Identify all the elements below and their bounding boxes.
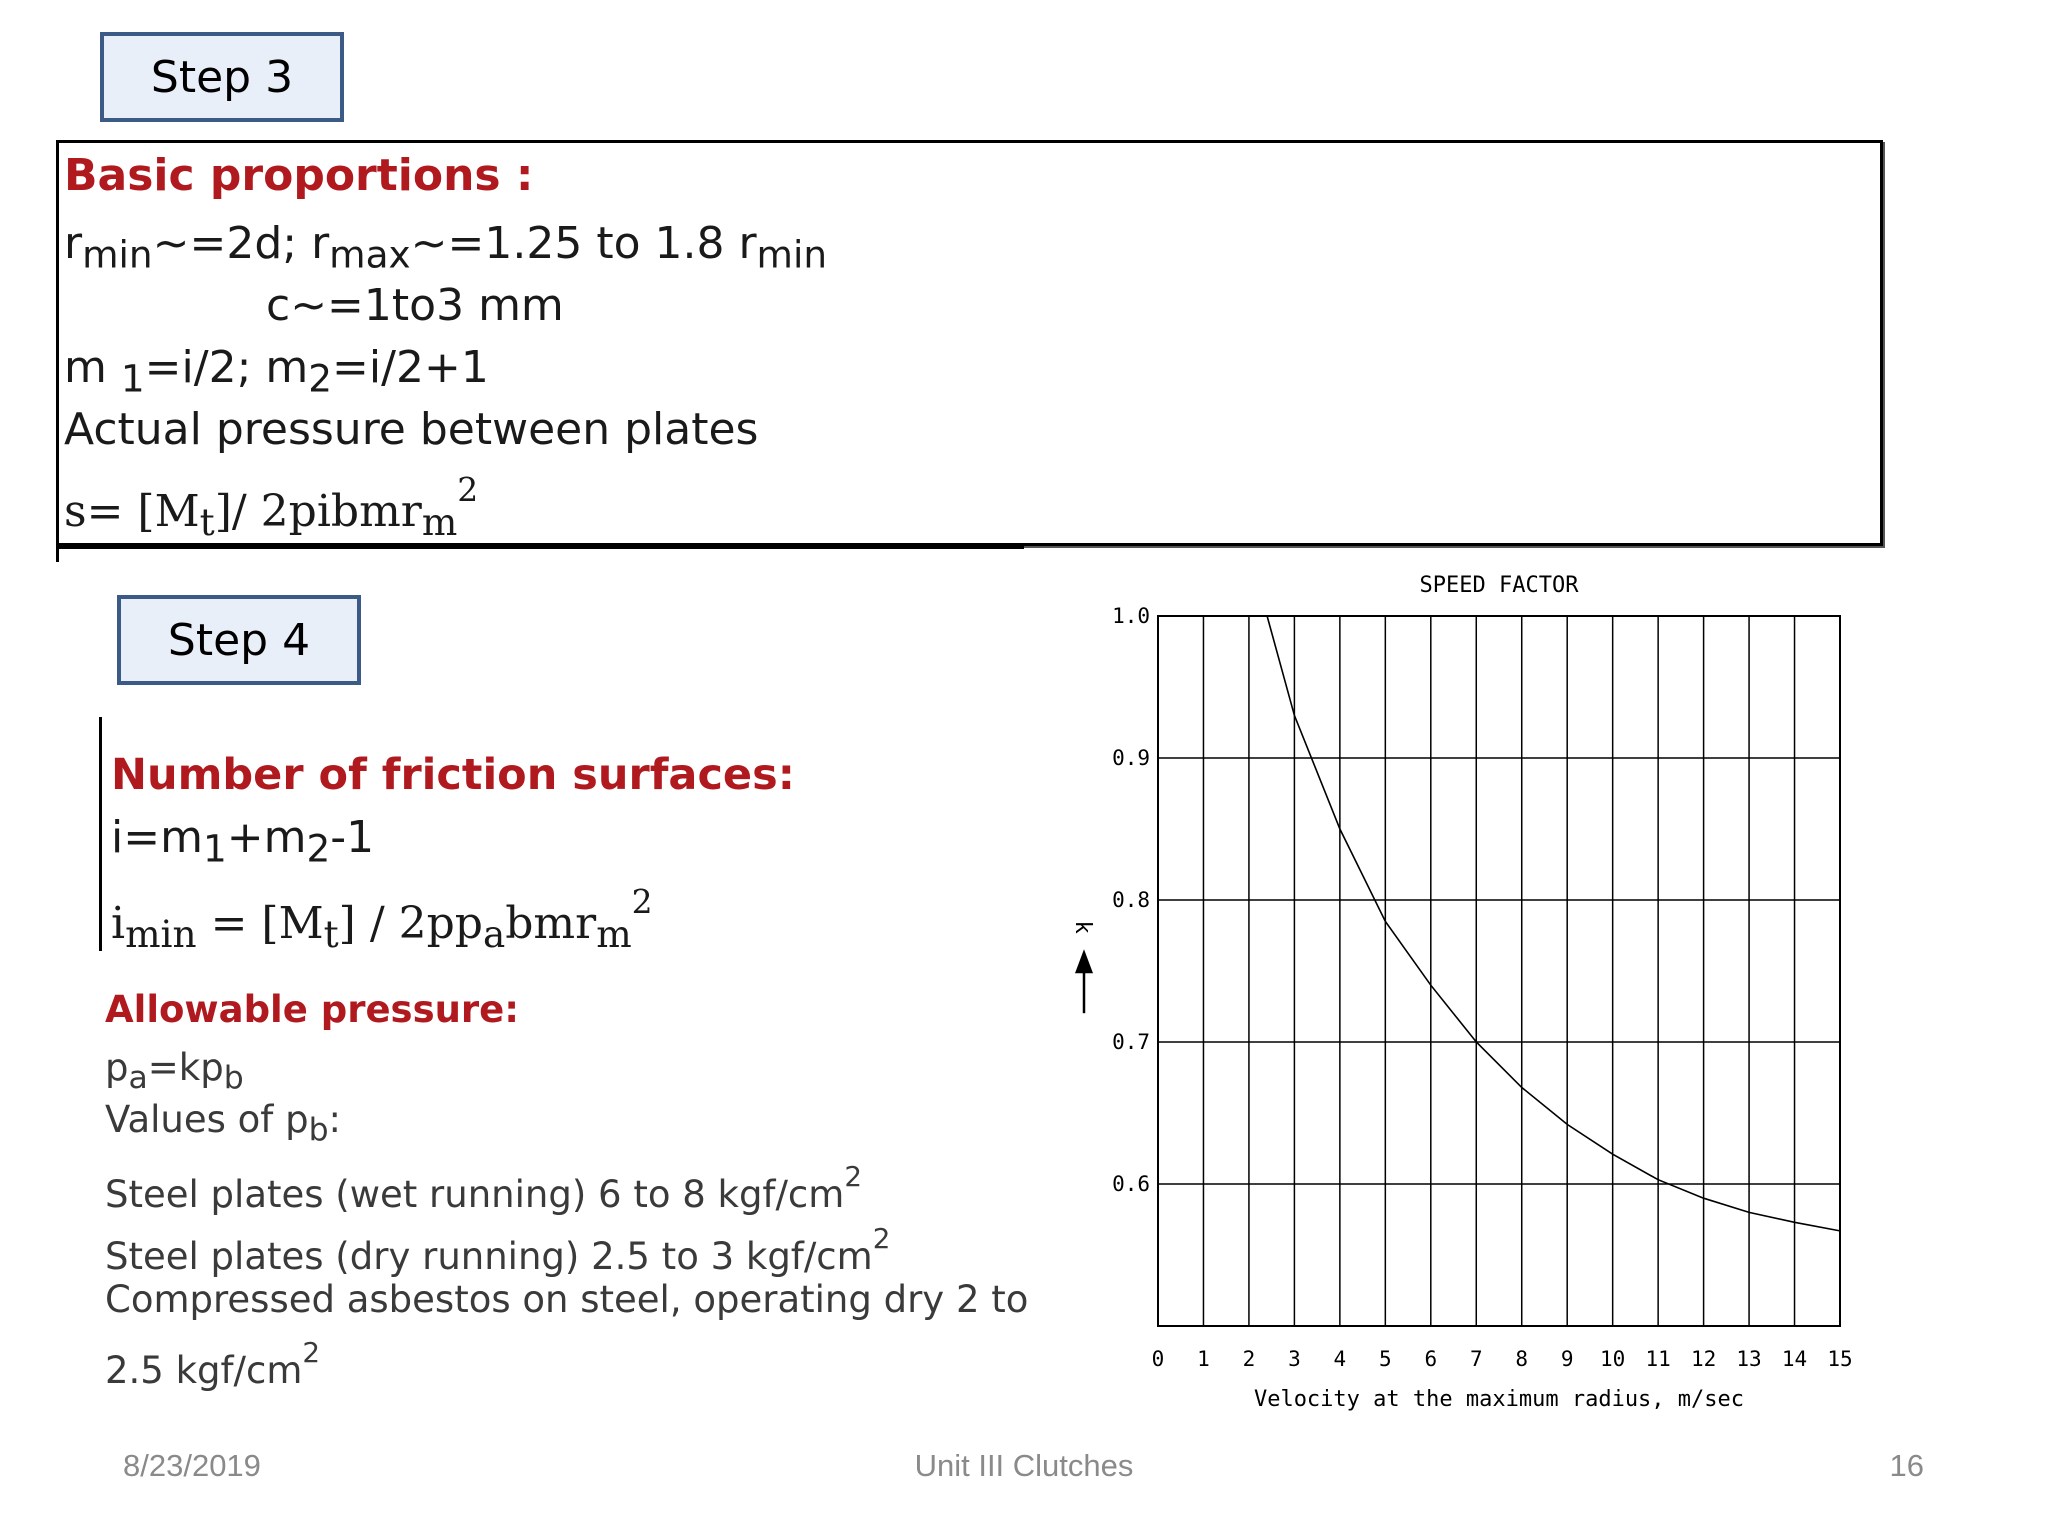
x-tick-label: 10: [1600, 1347, 1626, 1371]
x-tick-label: 11: [1645, 1347, 1671, 1371]
x-tick-label: 8: [1515, 1347, 1529, 1371]
text: i=m: [111, 812, 203, 863]
text: :: [328, 1098, 341, 1141]
subscript: min: [82, 232, 153, 277]
asbestos-value: Compressed asbestos on steel, operating dry 2 to: [105, 1278, 1029, 1321]
plot-frame: [1158, 616, 1840, 1326]
imin-formula: [111, 882, 653, 956]
friction-surfaces-title: Number of friction surfaces:: [111, 750, 795, 800]
friction-count-formula: [111, 812, 374, 870]
text: bmr: [505, 897, 597, 949]
footer-title: Unit III Clutches: [914, 1448, 1134, 1483]
text: ]/ 2pibmr: [214, 485, 422, 537]
radius-formula: [64, 218, 827, 276]
superscript: 2: [631, 882, 653, 921]
text: m: [64, 342, 121, 393]
text: r: [64, 218, 83, 269]
subscript: min: [125, 912, 197, 957]
step-3-label-box: [100, 32, 344, 122]
x-tick-label: 14: [1781, 1347, 1808, 1371]
subscript: 1: [120, 356, 145, 401]
y-axis-arrow-head: [1075, 949, 1093, 973]
text: Steel plates (wet running) 6 to 8 kgf/cm: [105, 1172, 845, 1216]
text: s= [M: [64, 485, 200, 537]
x-tick-label: 2: [1242, 1347, 1256, 1371]
box-underline: [56, 546, 1024, 549]
plates-formula: [64, 342, 489, 400]
x-tick-label: 4: [1333, 1347, 1347, 1371]
text: =i/2+1: [332, 342, 489, 393]
y-tick-label: 0.7: [1112, 1030, 1150, 1054]
text: =kp: [147, 1046, 224, 1089]
asbestos-value-cont: [105, 1336, 320, 1392]
subscript: t: [323, 912, 339, 957]
footer-date: 8/23/2019: [123, 1448, 261, 1483]
subscript: a: [128, 1059, 148, 1096]
text: ~=2d; r: [152, 218, 330, 269]
subscript: b: [308, 1111, 329, 1148]
chart-title: SPEED FACTOR: [1419, 573, 1579, 598]
text: ] / 2pp: [338, 897, 483, 949]
text: Values of p: [105, 1098, 309, 1141]
y-tick-label: 0.9: [1112, 746, 1150, 770]
speed-factor-curve: [1267, 616, 1840, 1231]
text: = [M: [196, 897, 324, 949]
text: =i/2; m: [144, 342, 309, 393]
x-tick-label: 15: [1827, 1347, 1853, 1371]
y-tick-label: 0.6: [1112, 1172, 1150, 1196]
superscript: 2: [872, 1222, 891, 1255]
dry-running-value: [105, 1222, 890, 1278]
text: +m: [226, 812, 307, 863]
subscript: b: [223, 1059, 244, 1096]
superscript: 2: [302, 1336, 321, 1369]
text: -1: [330, 812, 375, 863]
pressure-formula: [64, 470, 478, 544]
x-tick-label: 7: [1469, 1347, 1483, 1371]
x-tick-label: 5: [1379, 1347, 1392, 1371]
pa-formula: [105, 1046, 244, 1096]
subscript: 2: [306, 826, 331, 871]
subscript: 2: [308, 356, 333, 401]
x-tick-label: 13: [1736, 1347, 1762, 1371]
subscript: 1: [202, 826, 227, 871]
superscript: 2: [457, 470, 479, 509]
subscript: max: [329, 232, 411, 277]
x-tick-label: 12: [1690, 1347, 1717, 1371]
step-4-side-bar: [99, 717, 102, 951]
pb-values-label: [105, 1098, 341, 1148]
step-3-label: Step 3: [150, 51, 294, 103]
box-underline-tick: [56, 546, 59, 562]
chart-grid: [1158, 616, 1840, 1326]
y-tick-label: 0.8: [1112, 888, 1150, 912]
clearance-formula: c~=1to3 mm: [266, 280, 564, 331]
speed-factor-chart: [1070, 548, 1860, 1412]
text: p: [105, 1046, 129, 1089]
subscript: t: [199, 500, 215, 545]
x-axis-label: Velocity at the maximum radius, m/sec: [1253, 1387, 1745, 1412]
x-tick-label: 3: [1288, 1347, 1301, 1371]
step-4-label: Step 4: [167, 614, 311, 666]
x-tick-label: 6: [1424, 1347, 1438, 1371]
step-4-label-box: [117, 595, 361, 685]
x-tick-label: 0: [1151, 1347, 1165, 1371]
footer-page-number: 16: [1889, 1448, 1924, 1483]
y-axis-label-group: [1070, 921, 1095, 1014]
x-tick-label: 1: [1197, 1347, 1210, 1371]
basic-proportions-title: Basic proportions :: [64, 150, 534, 201]
x-tick-label: 9: [1560, 1347, 1574, 1371]
allowable-pressure-title: Allowable pressure:: [105, 988, 520, 1031]
subscript: m: [421, 500, 458, 545]
actual-pressure-label: Actual pressure between plates: [64, 404, 759, 455]
text: i: [111, 897, 126, 949]
subscript: a: [482, 912, 506, 957]
text: ~=1.25 to 1.8 r: [410, 218, 757, 269]
y-axis-label: k: [1070, 920, 1095, 934]
superscript: 2: [844, 1160, 862, 1193]
y-tick-labels: [1112, 604, 1150, 1196]
wet-running-value: [105, 1160, 862, 1216]
subscript: min: [756, 232, 828, 277]
x-tick-labels: [1152, 1347, 1853, 1371]
text: Steel plates (dry running) 2.5 to 3 kgf/cm: [105, 1234, 873, 1278]
text: 2.5 kgf/cm: [105, 1348, 303, 1392]
subscript: m: [596, 912, 632, 957]
y-tick-label: 1.0: [1112, 604, 1150, 628]
